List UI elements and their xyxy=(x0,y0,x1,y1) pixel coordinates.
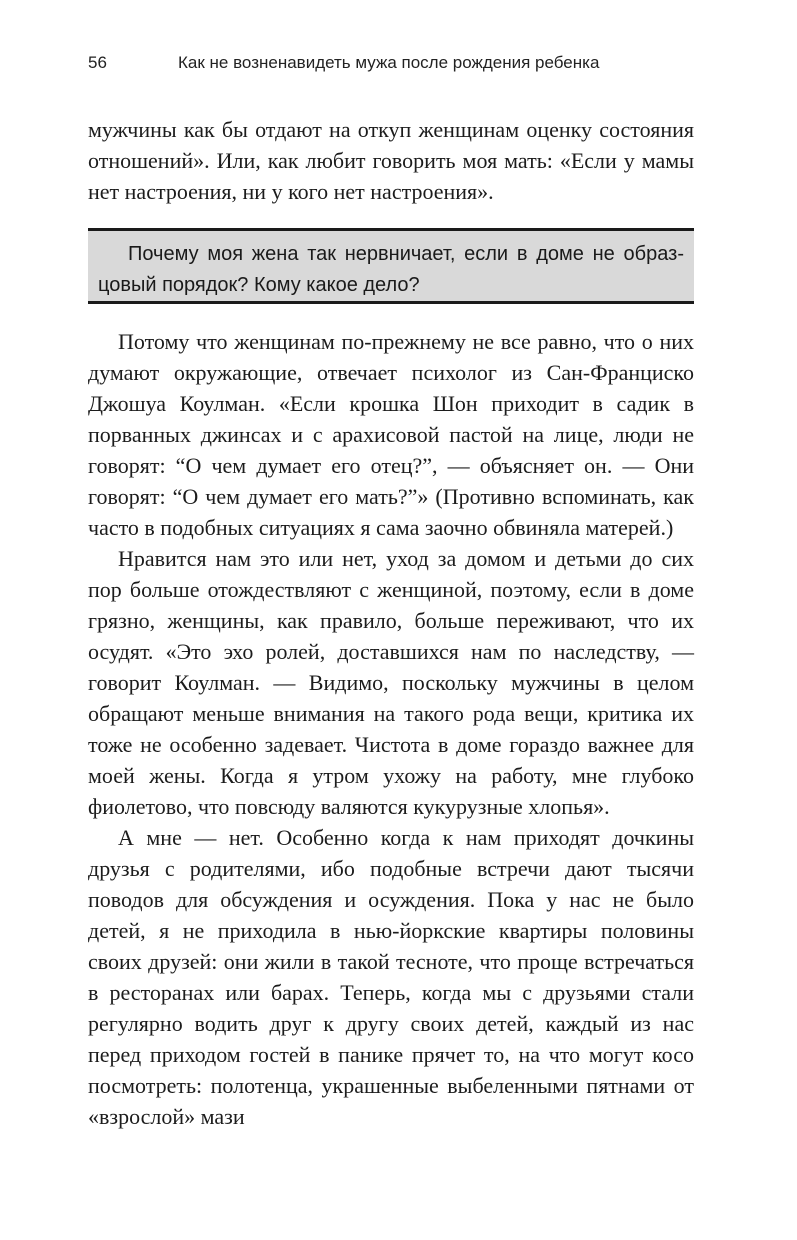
callout-box xyxy=(88,228,694,304)
body-text xyxy=(88,326,694,1132)
intro-paragraph: мужчины как бы отдают на откуп женщинам оценку состояния отношений». Или, как любит говорить моя мать: «Если у мамы нет настроения, ни у кого нет настроения». xyxy=(88,117,694,204)
body-paragraph: А мне — нет. Особенно когда к нам приходят дочкины друзья с родителями, ибо подобные встречи дают тысячи поводов для обсуждения и осуждения. Пока у нас не было детей, я не приходила в нью-йоркские квартиры половины своих друзей: они жили в такой тесноте, что проще встречаться в ресторанах или барах. Теперь, когда мы с друзьями стали регулярно водить друг к другу своих детей, каждый из нас перед приходом гостей в панике прячет то, на что могут косо посмотреть: полотенца, украшенные выбеленными пятнами от «взрослой» мази xyxy=(88,825,694,1129)
book-title: Как не возненавидеть мужа после рождения ребенка xyxy=(178,53,600,72)
body-paragraph: Потому что женщинам по-прежнему не все равно, что о них думают окружающие, отвечает психолог из Сан-Франциско Джошуа Коулман. «Если крошка Шон приходит в садик в порванных джинсах и с арахисовой пастой на лице, люди не говорят: “О чем думает его отец?”, — объясняет он. — Они говорят: “О чем думает его мать?”» (Противно вспоминать, как часто в подобных ситуациях я сама заочно обвиняла матерей.) xyxy=(88,329,694,540)
intro-text xyxy=(88,114,694,207)
page-number: 56 xyxy=(88,53,107,72)
body-paragraph: Нравится нам это или нет, уход за домом и детьми до сих пор больше отождествляют с женщиной, поэтому, если в доме грязно, женщины, как правило, больше переживают, что их осудят. «Это эхо ролей, доставшихся нам по наследству, — говорит Коулман. — Видимо, поскольку мужчины в целом обращают меньше внимания на такого рода вещи, критика их тоже не особенно задевает. Чистота в доме гораздо важнее для моей жены. Когда я утром ухожу на работу, мне глубоко фиолетово, что повсюду валяются кукурузные хлопья». xyxy=(88,546,694,819)
callout-question: Почему моя жена так нервничает, если в доме не образцовый порядок? Кому какое дело? xyxy=(98,243,684,296)
running-head xyxy=(88,50,708,76)
